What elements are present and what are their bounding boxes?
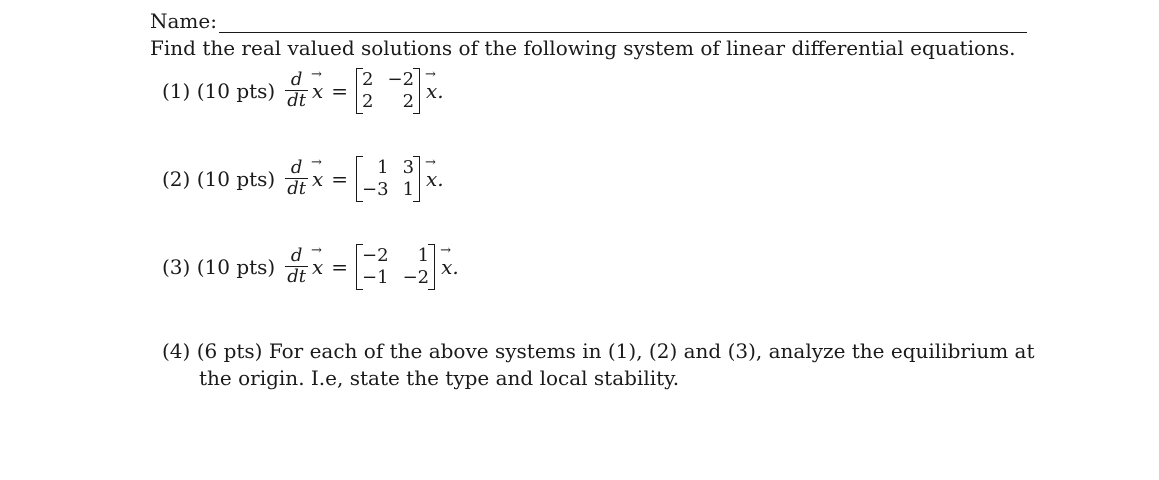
problem-3 (162, 244, 461, 290)
vector-x-end: → x. (426, 79, 444, 103)
matrix-entry: 1 (402, 178, 415, 200)
instructions-text: Find the real valued solutions of the following system of linear differential equations. (150, 36, 1016, 60)
problem-1 (162, 68, 446, 114)
matrix-entry: 1 (377, 157, 389, 178)
question-4-line-2: the origin. I.e, state the type and local stability. (199, 366, 680, 390)
vector-x-end: → x. (426, 167, 444, 191)
matrix-entry: −3 (362, 178, 389, 200)
equals-sign: = (331, 78, 349, 103)
name-blank-line[interactable] (219, 14, 1027, 33)
vector-x: → x (312, 255, 323, 279)
matrix-entry: 1 (417, 245, 430, 266)
matrix-entry: −1 (362, 266, 389, 288)
problem-2 (162, 156, 446, 202)
matrix-entry: −2 (402, 266, 430, 288)
matrix-entry: 2 (362, 69, 374, 90)
matrix-entry: −2 (387, 69, 415, 90)
equals-sign: = (331, 166, 349, 191)
question-4-line-1: (4) (6 pts) For each of the above systems in (1), (2) and (3), analyze the equilibrium at (162, 339, 1035, 363)
matrix-entry: 3 (402, 157, 415, 178)
matrix-entry: −2 (362, 245, 389, 266)
vector-x: → x (312, 79, 323, 103)
vector-x: → x (312, 167, 323, 191)
name-field (150, 9, 1027, 33)
coefficient-matrix (356, 244, 435, 290)
question-4 (162, 338, 1042, 392)
matrix-entry: 2 (402, 90, 415, 112)
problem-label: (3) (10 pts) (162, 254, 276, 279)
coefficient-matrix (356, 68, 420, 114)
derivative-fraction: $\frac{d}{dt}$ (287, 245, 306, 288)
derivative-fraction: $\frac{d}{dt}$ (287, 157, 306, 200)
derivative-fraction: $\frac{d}{dt}$ (287, 69, 306, 112)
name-label: Name: (150, 9, 217, 33)
coefficient-matrix (356, 156, 420, 202)
problem-label: (1) (10 pts) (162, 78, 276, 103)
matrix-entry: 2 (362, 90, 374, 112)
equals-sign: = (331, 254, 349, 279)
problem-label: (2) (10 pts) (162, 166, 276, 191)
vector-x-end: → x. (441, 255, 459, 279)
